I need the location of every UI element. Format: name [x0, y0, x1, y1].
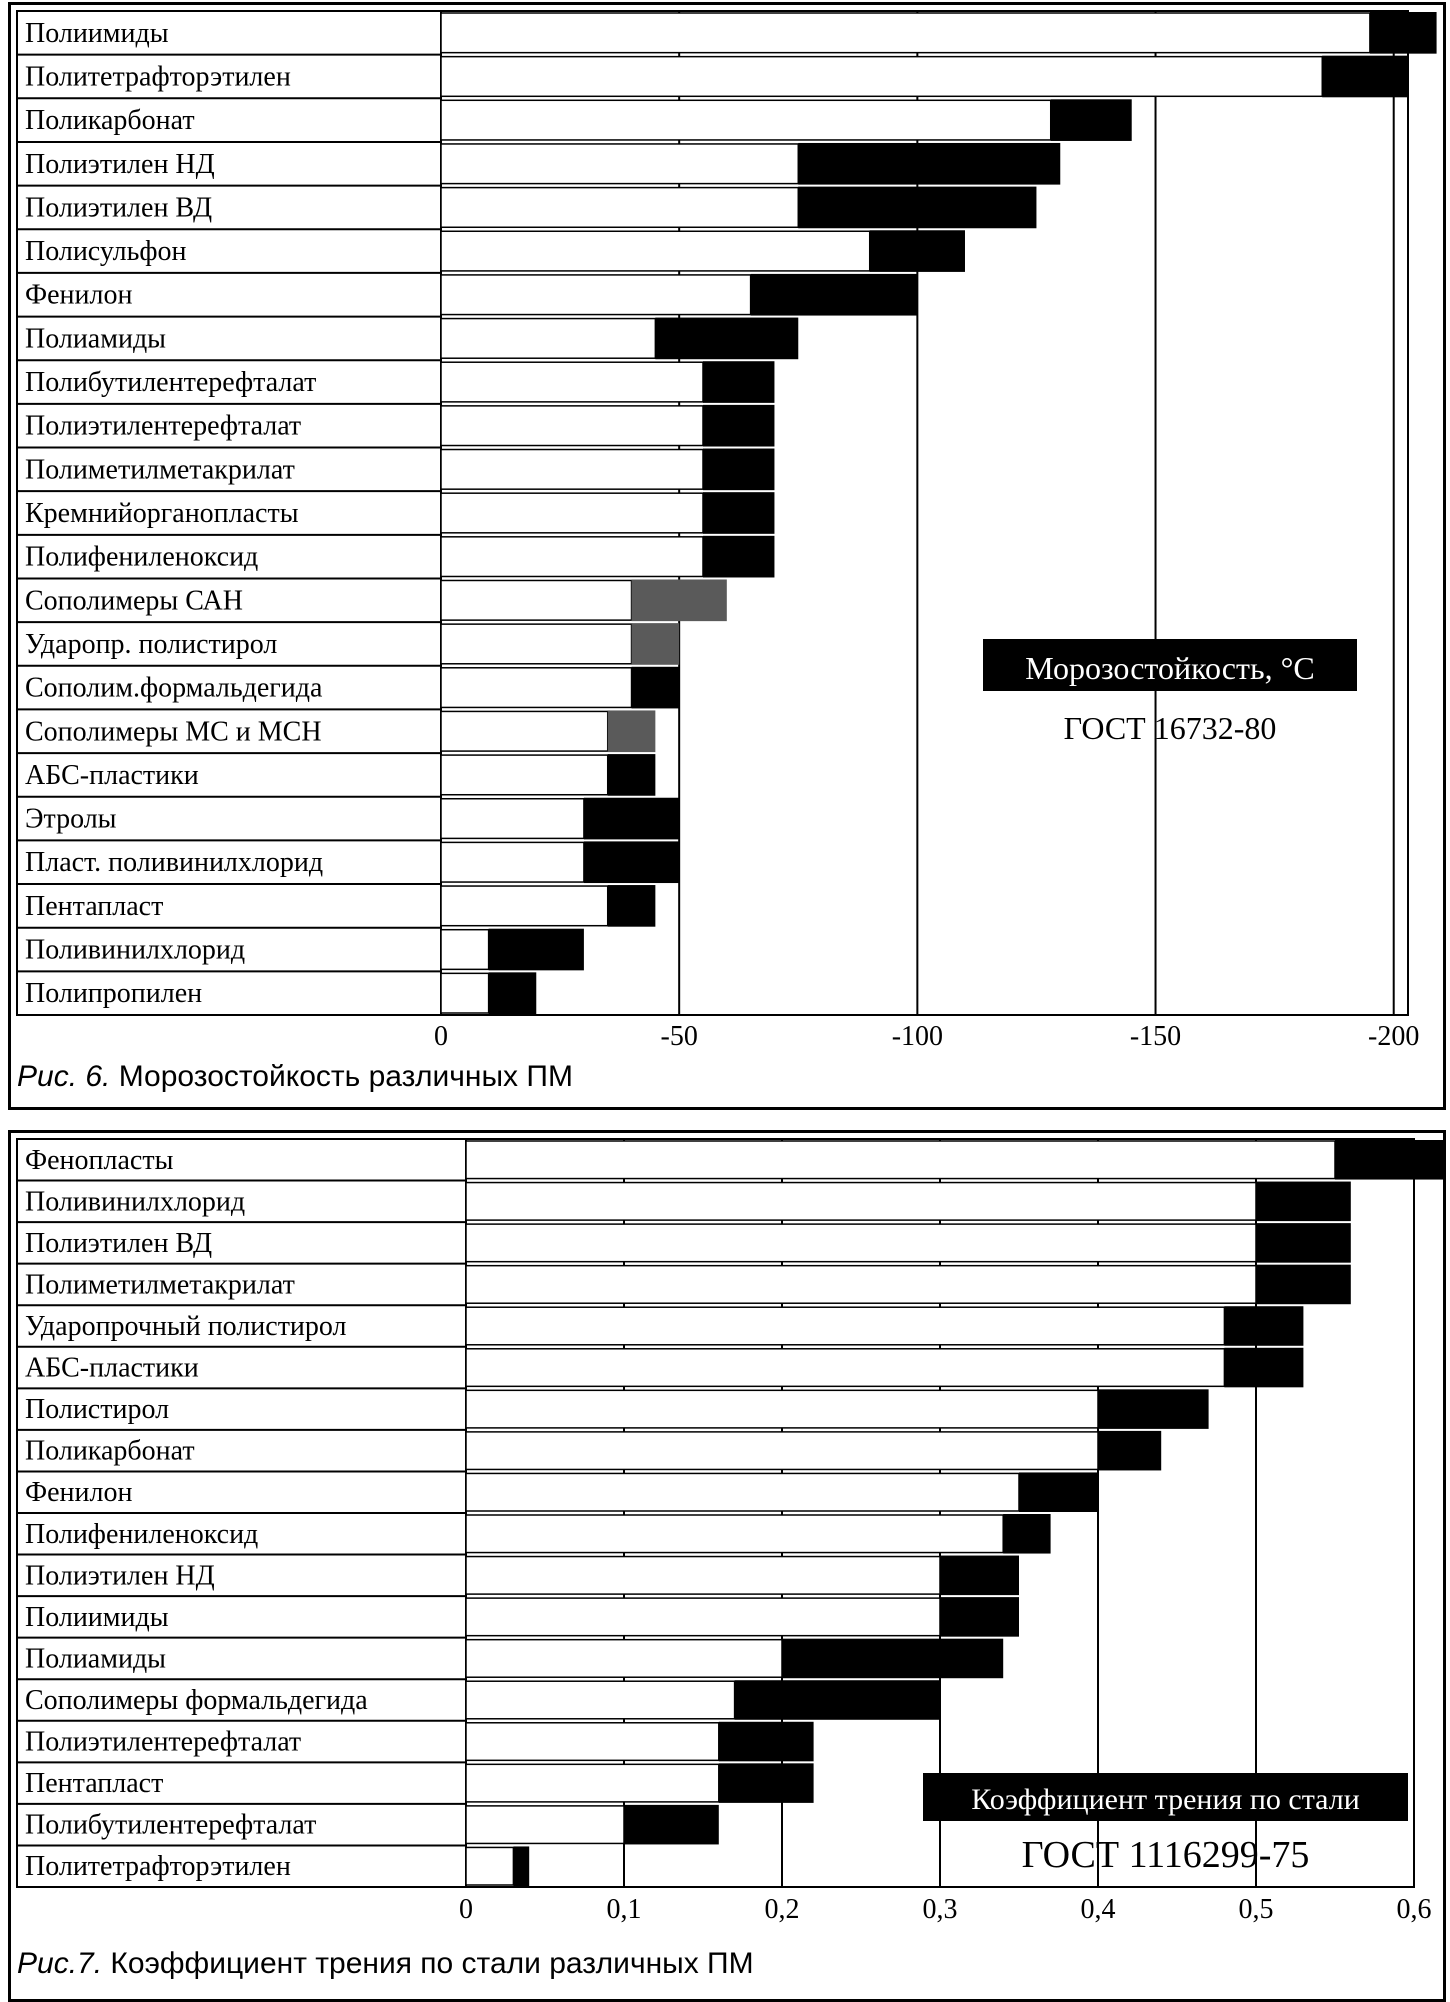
category-label: Сополим.формальдегида	[25, 672, 323, 704]
range-bar	[1370, 12, 1437, 54]
range-bar	[782, 1639, 1003, 1679]
category-label: Сополимеры МС и МСН	[25, 716, 322, 748]
lead-bar	[466, 1266, 1256, 1304]
range-bar	[1019, 1472, 1098, 1512]
category-label: Полиимиды	[25, 17, 169, 49]
legend-title: Коэффициент трения по стали	[971, 1783, 1360, 1816]
category-label: Полиэтилен ВД	[25, 192, 213, 224]
tick-label: -50	[660, 1021, 698, 1052]
range-bar	[1335, 1140, 1443, 1180]
lead-bar	[441, 275, 751, 315]
lead-bar	[441, 799, 584, 839]
lead-bar	[466, 1349, 1224, 1387]
range-bar	[703, 361, 774, 403]
range-bar	[584, 841, 679, 883]
category-label: Полипропилен	[25, 978, 203, 1010]
category-label: Полиэтилен НД	[25, 148, 215, 180]
range-bar	[1224, 1348, 1303, 1388]
category-label: Полифениленоксид	[25, 541, 259, 573]
lead-bar	[466, 1598, 940, 1636]
lead-bar	[466, 1847, 513, 1885]
range-bar	[1256, 1182, 1351, 1222]
lead-bar	[466, 1681, 735, 1719]
category-label: АБС-пластики	[25, 759, 199, 791]
category-label: Поливинилхлорид	[25, 1186, 246, 1218]
figure-caption-text-7: Коэффициент трения по стали различных ПМ	[110, 1947, 754, 1980]
range-bar	[608, 754, 656, 796]
range-bar	[1098, 1389, 1209, 1429]
lead-bar	[466, 1515, 1003, 1553]
lead-bar	[466, 1806, 624, 1844]
lead-bar	[466, 1307, 1224, 1345]
tick-label: 0,4	[1080, 1894, 1116, 1925]
category-label: Поликарбонат	[25, 105, 195, 137]
range-bar	[703, 405, 774, 447]
lead-bar	[466, 1473, 1019, 1511]
lead-bar	[441, 493, 703, 533]
tick-label: -200	[1368, 1021, 1420, 1052]
category-label: Фенопласты	[25, 1144, 174, 1176]
range-bar	[584, 798, 679, 840]
category-label: Полиэтилентерефталат	[25, 410, 302, 442]
lead-bar	[466, 1640, 782, 1678]
lead-bar	[441, 319, 655, 359]
range-bar	[624, 1805, 719, 1845]
lead-bar	[466, 1432, 1098, 1470]
lead-bar	[466, 1764, 719, 1802]
range-bar	[940, 1597, 1019, 1637]
range-bar	[608, 885, 656, 927]
lead-bar	[466, 1390, 1098, 1428]
legend-title: Морозостойкость, °С	[1025, 650, 1315, 686]
category-label: Полиэтилен ВД	[25, 1227, 213, 1259]
range-bar	[1051, 99, 1132, 141]
tick-label: -150	[1129, 1021, 1182, 1052]
lead-bar	[441, 406, 703, 446]
lead-bar	[441, 580, 632, 620]
chart-panel-frost	[8, 2, 1446, 1110]
tick-label: 0,6	[1396, 1894, 1432, 1925]
lead-bar	[466, 1141, 1335, 1179]
category-label: АБС-пластики	[25, 1352, 199, 1384]
range-bar	[489, 972, 537, 1014]
category-label: Ударопрочный полистирол	[25, 1311, 347, 1342]
category-label: Поликарбонат	[25, 1435, 195, 1467]
category-label: Полибутилентерефталат	[25, 1809, 317, 1841]
tick-label: -100	[891, 1021, 944, 1052]
range-bar	[703, 449, 774, 491]
lead-bar	[441, 450, 703, 490]
category-label: Фенилон	[25, 279, 133, 311]
lead-bar	[441, 973, 489, 1013]
range-bar	[632, 579, 727, 621]
range-bar	[719, 1722, 814, 1762]
category-label: Этролы	[25, 803, 117, 835]
tick-label: 0,1	[606, 1894, 642, 1925]
range-bar	[1256, 1265, 1351, 1305]
figure-caption-text-6: Морозостойкость различных ПМ	[118, 1060, 573, 1093]
friction-coefficient-chart	[11, 1133, 1443, 1999]
lead-bar	[441, 537, 703, 577]
range-bar	[798, 187, 1036, 229]
category-label: Полиметилметакрилат	[25, 1269, 295, 1301]
range-bar	[1256, 1223, 1351, 1263]
category-label: Фенилон	[25, 1477, 133, 1509]
frost-resistance-chart	[11, 5, 1443, 1107]
range-bar	[798, 143, 1060, 185]
category-label: Ударопр. полистирол	[25, 628, 278, 660]
lead-bar	[441, 100, 1051, 140]
category-label: Полистирол	[25, 1394, 170, 1426]
tick-label: 0,5	[1238, 1894, 1274, 1925]
tick-label: 0,2	[764, 1894, 800, 1925]
category-label: Полиметилметакрилат	[25, 454, 295, 486]
category-label: Полибутилентерефталат	[25, 367, 317, 399]
lead-bar	[466, 1183, 1256, 1221]
range-bar	[632, 623, 680, 665]
lead-bar	[441, 624, 632, 664]
category-label: Пентапласт	[25, 890, 164, 922]
category-label: Поливинилхлорид	[25, 934, 246, 966]
lead-bar	[441, 886, 608, 926]
range-bar	[632, 667, 680, 709]
range-bar	[608, 710, 656, 752]
range-bar	[489, 929, 584, 971]
category-label: Полиимиды	[25, 1601, 169, 1633]
range-bar	[703, 536, 774, 578]
legend-subtitle: ГОСТ 1116299-75	[1021, 1834, 1310, 1876]
range-bar	[940, 1556, 1019, 1596]
lead-bar	[441, 842, 584, 882]
lead-bar	[441, 13, 1370, 53]
figure-caption-7	[17, 1947, 754, 1981]
range-bar	[1098, 1431, 1161, 1471]
category-label: Сополимеры формальдегида	[25, 1685, 368, 1716]
lead-bar	[441, 231, 870, 271]
category-label: Полиамиды	[25, 1643, 166, 1675]
range-bar	[870, 230, 965, 272]
range-bar	[751, 274, 918, 316]
category-label: Полисульфон	[25, 236, 187, 268]
tick-label: 0	[459, 1894, 473, 1925]
category-label: Полиэтилентерефталат	[25, 1726, 302, 1758]
category-label: Политетрафторэтилен	[25, 61, 291, 93]
range-bar	[1322, 56, 1408, 98]
range-bar	[703, 492, 774, 534]
lead-bar	[441, 668, 632, 708]
range-bar	[1003, 1514, 1050, 1554]
category-label: Политетрафторэтилен	[25, 1851, 291, 1883]
lead-bar	[441, 57, 1322, 97]
figure-number-7: Рис.7.	[17, 1947, 103, 1980]
figure-number-6: Рис. 6.	[17, 1060, 111, 1093]
range-bar	[655, 318, 798, 360]
range-bar	[513, 1846, 529, 1886]
lead-bar	[441, 362, 703, 402]
category-label: Пласт. поливинилхлорид	[25, 847, 324, 879]
figure-caption-6	[17, 1060, 573, 1094]
category-label: Сополимеры САН	[25, 585, 243, 617]
category-label: Пентапласт	[25, 1768, 164, 1800]
lead-bar	[466, 1224, 1256, 1262]
lead-bar	[441, 755, 608, 795]
category-label: Кремнийорганопласты	[25, 498, 299, 529]
lead-bar	[441, 930, 489, 970]
chart-panel-friction	[8, 1130, 1446, 2002]
lead-bar	[466, 1723, 719, 1761]
lead-bar	[441, 711, 608, 751]
lead-bar	[466, 1557, 940, 1595]
category-label: Полиамиды	[25, 323, 166, 355]
range-bar	[719, 1763, 814, 1803]
legend-subtitle: ГОСТ 16732-80	[1063, 710, 1277, 746]
lead-bar	[441, 188, 798, 228]
range-bar	[1224, 1306, 1303, 1346]
lead-bar	[441, 144, 798, 184]
range-bar	[735, 1680, 940, 1720]
category-label: Полиэтилен НД	[25, 1560, 215, 1592]
category-label: Полифениленоксид	[25, 1518, 259, 1550]
tick-label: 0,3	[922, 1894, 958, 1925]
tick-label: 0	[434, 1021, 448, 1052]
